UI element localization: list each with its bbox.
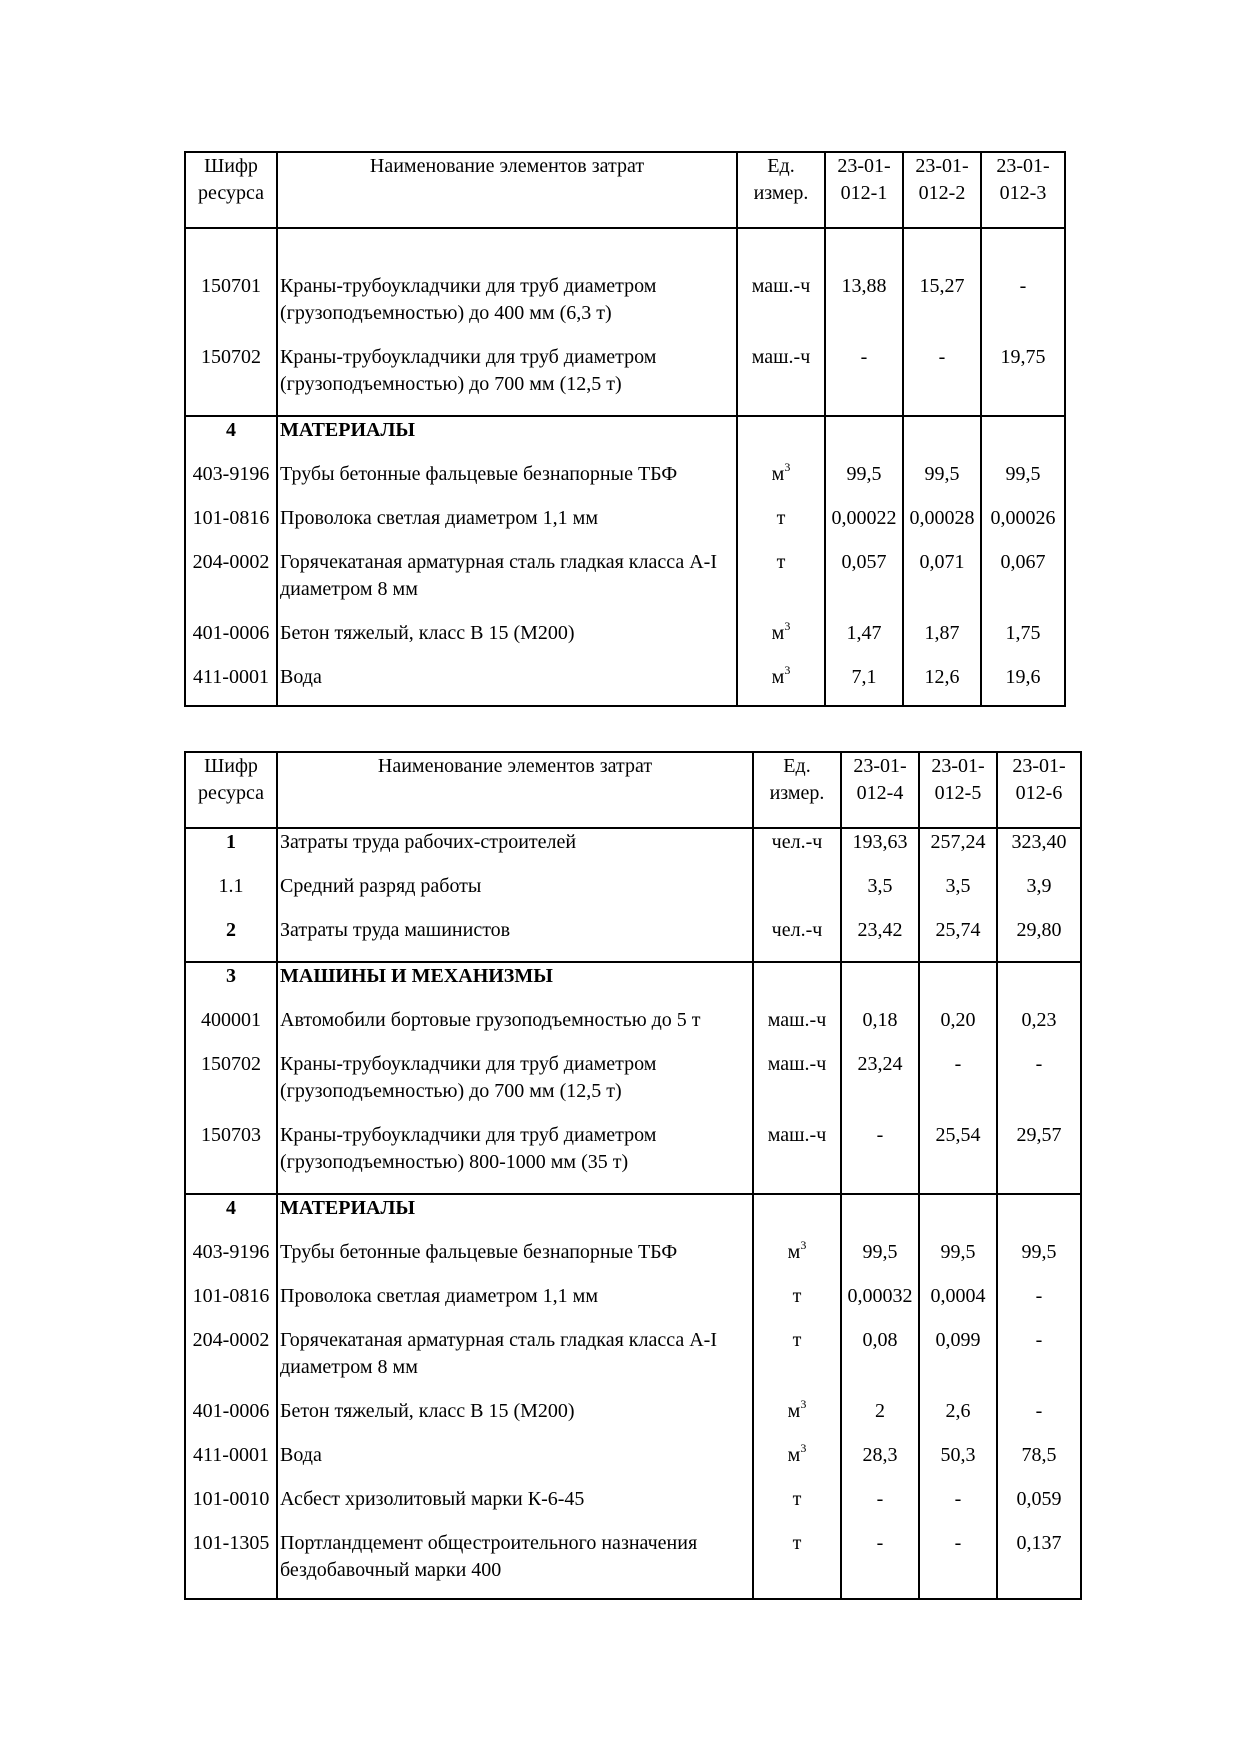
cell-code: 411-0001 bbox=[185, 1442, 277, 1486]
section-row-materials bbox=[185, 1194, 1081, 1239]
cell-name: Горячекатаная арматурная сталь гладкая класса А-I диаметром 8 мм bbox=[277, 549, 737, 620]
cell-unit: маш.-ч bbox=[737, 344, 825, 416]
cell-code: 101-0010 bbox=[185, 1486, 277, 1530]
cell-value-2: - bbox=[903, 344, 981, 416]
cell-value-1: 0,057 bbox=[825, 549, 903, 620]
cell-unit: $м^3$ bbox=[753, 1239, 841, 1283]
cell-code: 401-0006 bbox=[185, 1398, 277, 1442]
cell-value-3: 3,9 bbox=[997, 873, 1081, 917]
table-row bbox=[185, 664, 1065, 706]
cell-code: 403-9196 bbox=[185, 461, 277, 505]
cell-code: 1.1 bbox=[185, 873, 277, 917]
cell-unit: чел.-ч bbox=[753, 917, 841, 962]
cell-value-3: - bbox=[981, 273, 1065, 344]
cell-value-2: 0,099 bbox=[919, 1327, 997, 1398]
cell-value-2: 25,54 bbox=[919, 1122, 997, 1194]
cell-value-1: 7,1 bbox=[825, 664, 903, 706]
cell-code: 1 bbox=[185, 828, 277, 873]
header-name: Наименование элементов затрат bbox=[277, 752, 753, 828]
header-col2: 23-01-012-5 bbox=[919, 752, 997, 828]
cell-value-2 bbox=[919, 1194, 997, 1239]
table-row bbox=[185, 828, 1081, 873]
cell-value-1 bbox=[825, 416, 903, 461]
cell-code: 150703 bbox=[185, 1122, 277, 1194]
cell-code: 150702 bbox=[185, 1051, 277, 1122]
table-row bbox=[185, 873, 1081, 917]
cell-value-3: 0,23 bbox=[997, 1007, 1081, 1051]
cell-value-1: 3,5 bbox=[841, 873, 919, 917]
cell-unit bbox=[753, 873, 841, 917]
cell-unit: $м^3$ bbox=[737, 461, 825, 505]
header-unit: Ед. измер. bbox=[753, 752, 841, 828]
cell-name: Автомобили бортовые грузоподъемностью до 5 т bbox=[277, 1007, 753, 1051]
cell-value-3 bbox=[997, 962, 1081, 1007]
table-header-row bbox=[185, 752, 1081, 828]
cell-code: 204-0002 bbox=[185, 549, 277, 620]
cell-value-2: 15,27 bbox=[903, 273, 981, 344]
table-row bbox=[185, 344, 1065, 416]
cell-value-2: 25,74 bbox=[919, 917, 997, 962]
cell-value-3: 78,5 bbox=[997, 1442, 1081, 1486]
cell-value-2: - bbox=[919, 1530, 997, 1599]
cell-value-1: 1,47 bbox=[825, 620, 903, 664]
estimate-table-1 bbox=[184, 151, 1066, 707]
header-name: Наименование элементов затрат bbox=[277, 152, 737, 228]
cell-name: Краны-трубоукладчики для труб диаметром (грузоподъемностью) до 700 мм (12,5 т) bbox=[277, 1051, 753, 1122]
cell-value-2: 0,071 bbox=[903, 549, 981, 620]
cell-value-3: 29,57 bbox=[997, 1122, 1081, 1194]
cell-value-2: 99,5 bbox=[919, 1239, 997, 1283]
cell-unit: т bbox=[753, 1530, 841, 1599]
cell-value-2: 0,00028 bbox=[903, 505, 981, 549]
table-row bbox=[185, 1122, 1081, 1194]
cell-code: 101-1305 bbox=[185, 1530, 277, 1599]
cell-value-3: 99,5 bbox=[981, 461, 1065, 505]
cell-name: Краны-трубоукладчики для труб диаметром (грузоподъемностью) до 400 мм (6,3 т) bbox=[277, 273, 737, 344]
cell-value-1 bbox=[841, 1194, 919, 1239]
cell-value-1: 99,5 bbox=[841, 1239, 919, 1283]
cell-value-3: 19,75 bbox=[981, 344, 1065, 416]
cell-unit: маш.-ч bbox=[753, 1051, 841, 1122]
cell-code: 401-0006 bbox=[185, 620, 277, 664]
cell-code: 403-9196 bbox=[185, 1239, 277, 1283]
cell-value-1: 23,24 bbox=[841, 1051, 919, 1122]
cell-unit bbox=[753, 1194, 841, 1239]
cell-name: Затраты труда машинистов bbox=[277, 917, 753, 962]
table-spacer-row bbox=[185, 228, 1065, 273]
header-col2: 23-01-012-2 bbox=[903, 152, 981, 228]
cell-value-3 bbox=[981, 416, 1065, 461]
cell-name: Вода bbox=[277, 664, 737, 706]
cell-value-3: - bbox=[997, 1283, 1081, 1327]
cell-unit: т bbox=[753, 1327, 841, 1398]
cell-code: 204-0002 bbox=[185, 1327, 277, 1398]
cell-name: Бетон тяжелый, класс В 15 (М200) bbox=[277, 1398, 753, 1442]
header-col3: 23-01-012-6 bbox=[997, 752, 1081, 828]
cell-code: 3 bbox=[185, 962, 277, 1007]
cell-value-3: - bbox=[997, 1051, 1081, 1122]
cell-value-3: 0,067 bbox=[981, 549, 1065, 620]
cell-value-1: 0,00032 bbox=[841, 1283, 919, 1327]
cell-code: 2 bbox=[185, 917, 277, 962]
cell-value-2: 50,3 bbox=[919, 1442, 997, 1486]
cell-name: Затраты труда рабочих-строителей bbox=[277, 828, 753, 873]
cell-unit: $м^3$ bbox=[753, 1442, 841, 1486]
cell-code: 150701 bbox=[185, 273, 277, 344]
section-row-machines bbox=[185, 962, 1081, 1007]
cell-name: Бетон тяжелый, класс В 15 (М200) bbox=[277, 620, 737, 664]
cell-value-3: 323,40 bbox=[997, 828, 1081, 873]
cell-value-1: 193,63 bbox=[841, 828, 919, 873]
cell-value-3: 1,75 bbox=[981, 620, 1065, 664]
cell-value-2: 99,5 bbox=[903, 461, 981, 505]
cell-value-2 bbox=[903, 416, 981, 461]
cell-value-3: 0,059 bbox=[997, 1486, 1081, 1530]
header-col1: 23-01-012-1 bbox=[825, 152, 903, 228]
cell-code: 411-0001 bbox=[185, 664, 277, 706]
cell-value-1: 13,88 bbox=[825, 273, 903, 344]
table-row bbox=[185, 1007, 1081, 1051]
cell-unit: т bbox=[737, 505, 825, 549]
table-row bbox=[185, 461, 1065, 505]
table-row bbox=[185, 1327, 1081, 1398]
cell-value-2: - bbox=[919, 1051, 997, 1122]
table-row bbox=[185, 1283, 1081, 1327]
cell-value-2: 1,87 bbox=[903, 620, 981, 664]
cell-unit: маш.-ч bbox=[753, 1007, 841, 1051]
cell-value-1: 99,5 bbox=[825, 461, 903, 505]
cell-value-2: 0,0004 bbox=[919, 1283, 997, 1327]
cell-code: 4 bbox=[185, 416, 277, 461]
cell-name: Средний разряд работы bbox=[277, 873, 753, 917]
cell-unit: $м^3$ bbox=[737, 664, 825, 706]
cell-value-1: 0,08 bbox=[841, 1327, 919, 1398]
cell-unit: т bbox=[737, 549, 825, 620]
table-row bbox=[185, 1398, 1081, 1442]
cell-name: Асбест хризолитовый марки К-6-45 bbox=[277, 1486, 753, 1530]
table-row bbox=[185, 917, 1081, 962]
table-row bbox=[185, 620, 1065, 664]
table-row bbox=[185, 1239, 1081, 1283]
cell-unit bbox=[737, 416, 825, 461]
cell-name: Вода bbox=[277, 1442, 753, 1486]
header-code: Шифр ресурса bbox=[185, 152, 277, 228]
cell-value-3: 0,00026 bbox=[981, 505, 1065, 549]
header-unit: Ед. измер. bbox=[737, 152, 825, 228]
cell-value-1: 0,00022 bbox=[825, 505, 903, 549]
cell-value-1: 0,18 bbox=[841, 1007, 919, 1051]
cell-name: МАТЕРИАЛЫ bbox=[277, 416, 737, 461]
table-row bbox=[185, 1442, 1081, 1486]
cell-value-3: 29,80 bbox=[997, 917, 1081, 962]
cell-code: 4 bbox=[185, 1194, 277, 1239]
cell-value-1: - bbox=[841, 1486, 919, 1530]
table-header-row bbox=[185, 152, 1065, 228]
cell-value-2: 0,20 bbox=[919, 1007, 997, 1051]
cell-name: МАТЕРИАЛЫ bbox=[277, 1194, 753, 1239]
table-row bbox=[185, 273, 1065, 344]
cell-name: Горячекатаная арматурная сталь гладкая класса А-I диаметром 8 мм bbox=[277, 1327, 753, 1398]
cell-value-3: 99,5 bbox=[997, 1239, 1081, 1283]
header-col1: 23-01-012-4 bbox=[841, 752, 919, 828]
cell-name: Краны-трубоукладчики для труб диаметром (грузоподъемностью) 800-1000 мм (35 т) bbox=[277, 1122, 753, 1194]
cell-value-2: 3,5 bbox=[919, 873, 997, 917]
estimate-table-2 bbox=[184, 751, 1082, 1600]
cell-name: МАШИНЫ И МЕХАНИЗМЫ bbox=[277, 962, 753, 1007]
table-row bbox=[185, 1486, 1081, 1530]
cell-unit: маш.-ч bbox=[737, 273, 825, 344]
cell-code: 400001 bbox=[185, 1007, 277, 1051]
table-row bbox=[185, 1051, 1081, 1122]
cell-value-2: 257,24 bbox=[919, 828, 997, 873]
cell-value-2 bbox=[919, 962, 997, 1007]
section-row-materials bbox=[185, 416, 1065, 461]
cell-value-3: - bbox=[997, 1398, 1081, 1442]
cell-code: 101-0816 bbox=[185, 1283, 277, 1327]
cell-unit bbox=[753, 962, 841, 1007]
cell-value-1: - bbox=[841, 1530, 919, 1599]
cell-name: Проволока светлая диаметром 1,1 мм bbox=[277, 1283, 753, 1327]
cell-name: Краны-трубоукладчики для труб диаметром (грузоподъемностью) до 700 мм (12,5 т) bbox=[277, 344, 737, 416]
cell-unit: т bbox=[753, 1283, 841, 1327]
cell-unit: т bbox=[753, 1486, 841, 1530]
cell-value-1: 2 bbox=[841, 1398, 919, 1442]
cell-value-1: 23,42 bbox=[841, 917, 919, 962]
cell-unit: $м^3$ bbox=[737, 620, 825, 664]
cell-name: Проволока светлая диаметром 1,1 мм bbox=[277, 505, 737, 549]
cell-value-2: 12,6 bbox=[903, 664, 981, 706]
header-code: Шифр ресурса bbox=[185, 752, 277, 828]
cell-name: Трубы бетонные фальцевые безнапорные ТБФ bbox=[277, 461, 737, 505]
cell-value-1: - bbox=[841, 1122, 919, 1194]
cell-value-3: 19,6 bbox=[981, 664, 1065, 706]
table-row bbox=[185, 1530, 1081, 1599]
cell-unit: маш.-ч bbox=[753, 1122, 841, 1194]
cell-unit: $м^3$ bbox=[753, 1398, 841, 1442]
cell-value-1: - bbox=[825, 344, 903, 416]
cell-code: 101-0816 bbox=[185, 505, 277, 549]
header-col3: 23-01-012-3 bbox=[981, 152, 1065, 228]
cell-value-1 bbox=[841, 962, 919, 1007]
cell-value-3 bbox=[997, 1194, 1081, 1239]
cell-value-3: 0,137 bbox=[997, 1530, 1081, 1599]
table-row bbox=[185, 549, 1065, 620]
cell-value-1: 28,3 bbox=[841, 1442, 919, 1486]
cell-name: Портландцемент общестроительного назначения бездобавочный марки 400 bbox=[277, 1530, 753, 1599]
cell-value-2: 2,6 bbox=[919, 1398, 997, 1442]
cell-value-2: - bbox=[919, 1486, 997, 1530]
cell-unit: чел.-ч bbox=[753, 828, 841, 873]
cell-value-3: - bbox=[997, 1327, 1081, 1398]
table-row bbox=[185, 505, 1065, 549]
cell-name: Трубы бетонные фальцевые безнапорные ТБФ bbox=[277, 1239, 753, 1283]
cell-code: 150702 bbox=[185, 344, 277, 416]
